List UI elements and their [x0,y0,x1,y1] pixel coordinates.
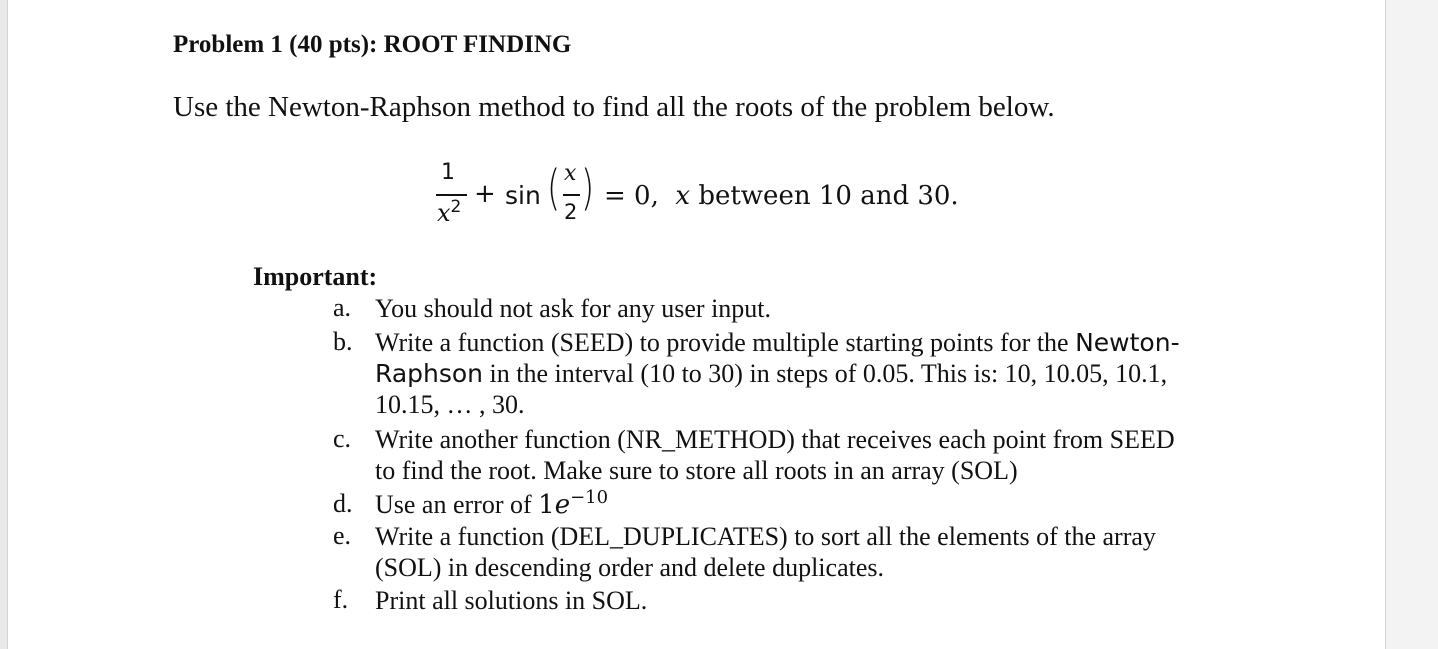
item-b-text-start: Write a function (SEED) to provide multiple starting points for the [375,328,1069,357]
plus-sign: + [474,179,496,209]
list-item-text: You should not ask for any user input. [375,294,772,323]
problem-intro: Use the Newton-Raphson method to find all the roots of the problem below. [173,91,1055,123]
item-c-line2: to find the root. Make sure to store all roots in an array (SOL) [375,456,1018,485]
argument-fraction-bar [563,194,580,196]
argument-numerator: x [564,161,577,186]
left-parenthesis: ( [547,160,561,216]
argument-denominator: 2 [564,200,578,224]
fraction-denominator [437,199,461,227]
error-mantissa: 1 [538,490,555,520]
condition-text: between 10 and 30. [698,181,959,211]
equals-zero: = 0, [604,181,659,211]
equation [428,160,988,232]
problem-title: Problem 1 (40 pts): ROOT FINDING [173,31,572,58]
item-c-line1: Write another function (NR_METHOD) that receives each point from SEED [375,425,1175,454]
denominator-exponent: 2 [450,197,462,217]
item-e-line2: (SOL) in descending order and delete duplicates. [375,553,884,582]
list-item-text [375,521,1225,583]
list-marker: c. [333,424,352,453]
list-item-text [375,424,1225,486]
list-marker: a. [333,293,352,322]
sin-function: sin [505,181,541,210]
fraction-numerator: 1 [441,160,455,185]
item-b-newton: Newton- [1075,328,1180,357]
equation-rhs [604,181,959,211]
fraction-bar [436,194,467,196]
list-marker: d. [333,489,353,518]
document-page [8,0,1385,649]
list-item-text [375,327,1225,420]
error-exponent: −10 [570,487,609,508]
list-item-text [375,489,1225,523]
left-window-edge [0,0,8,649]
error-e-symbol: e [554,490,571,520]
list-marker: f. [333,585,349,614]
item-b-text-after: in the interval (10 to 30) in steps of 0.05. This is: 10, 10.05, 10.1, [489,359,1168,388]
item-e-line1: Write a function (DEL_DUPLICATES) to sort all the elements of the array [375,522,1156,551]
item-d-text: Use an error of [375,490,532,519]
right-gutter [1385,0,1438,649]
right-parenthesis: ) [581,160,595,216]
error-value [538,487,609,520]
important-heading: Important: [253,262,378,291]
list-item-text: Print all solutions in SOL. [375,586,648,615]
list-marker: b. [333,327,353,356]
condition-variable: x [675,181,691,211]
item-b-text-line3: 10.15, … , 30. [375,390,525,419]
denominator-variable: x [437,199,451,227]
list-marker: e. [333,521,352,550]
item-b-raphson: Raphson [375,359,484,388]
